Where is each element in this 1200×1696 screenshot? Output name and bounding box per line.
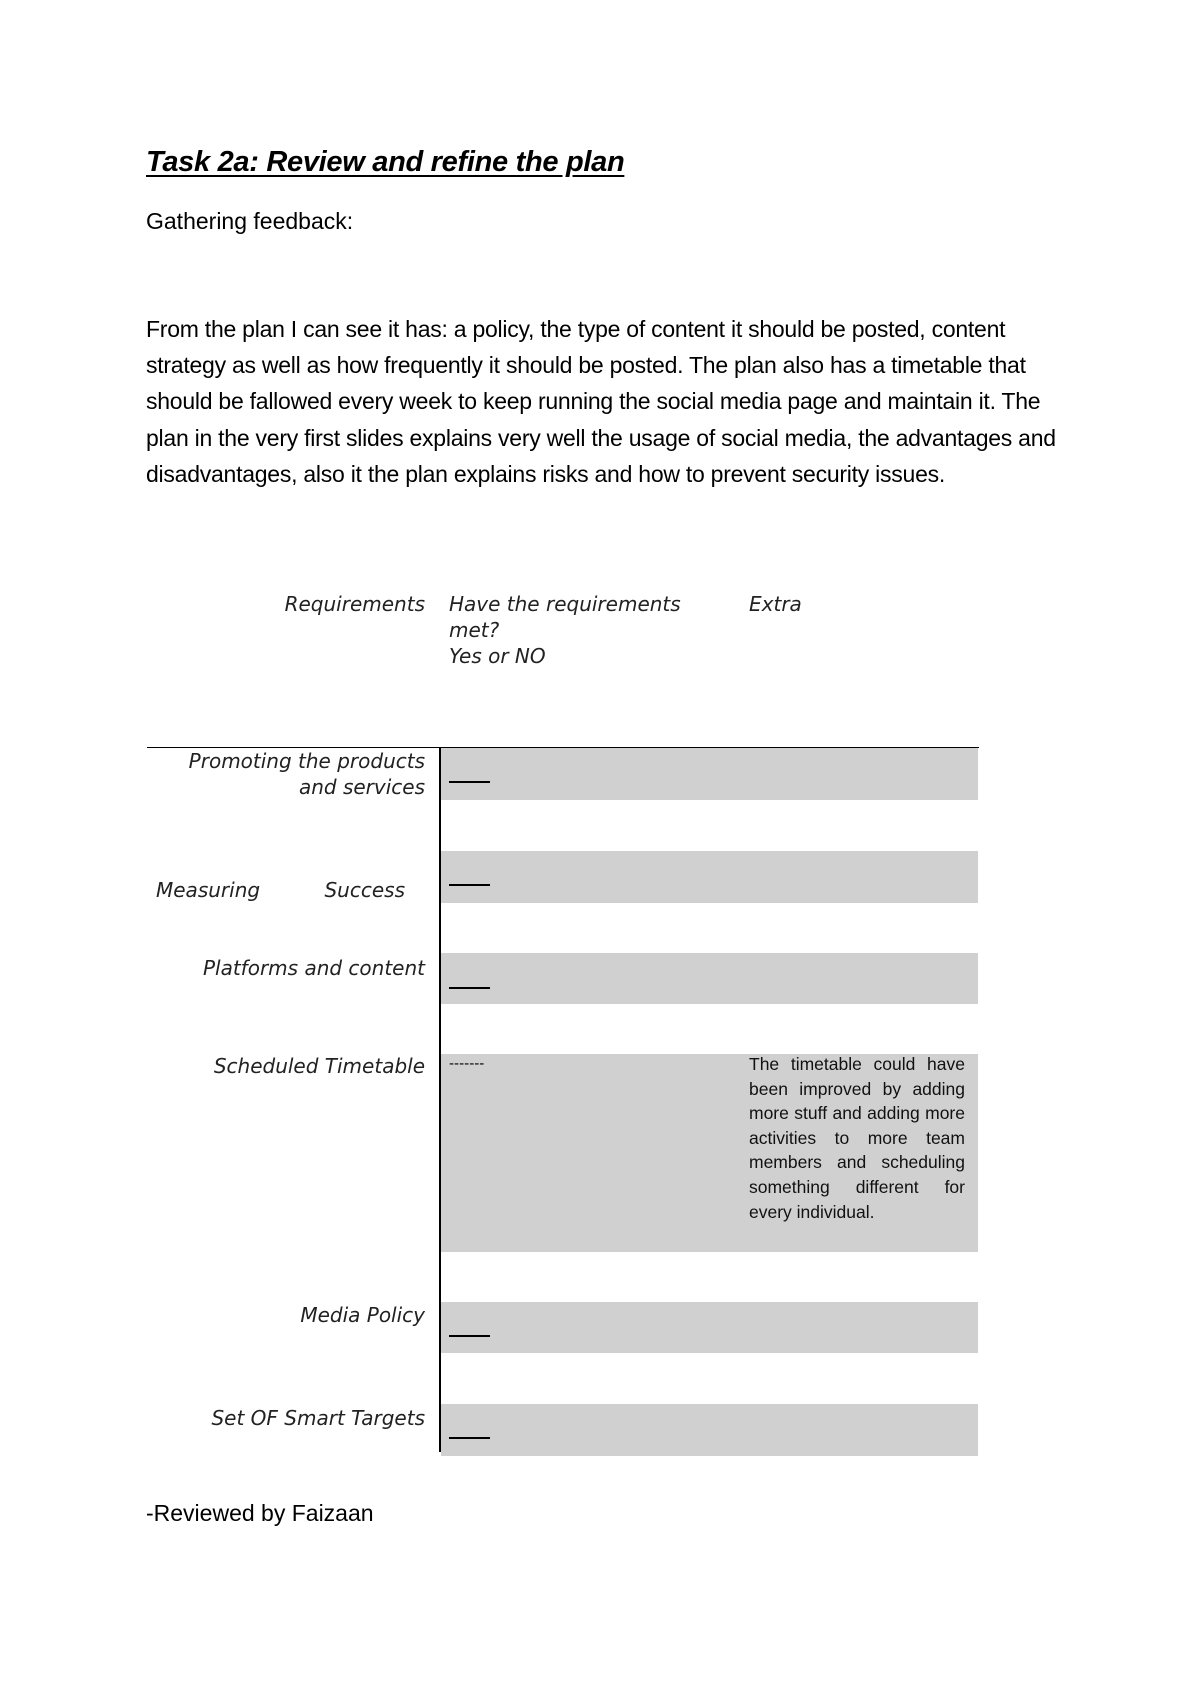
row-shade-platforms <box>441 953 978 1004</box>
row-label-line2: and services <box>298 775 425 799</box>
row-shade-smart-targets <box>441 1404 978 1456</box>
table-row-label: Media Policy <box>300 1303 425 1327</box>
table-column-divider <box>439 747 441 1452</box>
table-row-label: Platforms and content <box>202 956 425 980</box>
row-label-line1: Promoting the products <box>188 749 425 773</box>
answer-line <box>449 987 490 989</box>
header-extra: Extra <box>749 592 802 616</box>
header-requirements-met <box>449 591 729 669</box>
table-row-label: Scheduled Timetable <box>213 1054 425 1078</box>
timetable-extra-note: The timetable could have been improved by adding more stuff and adding more activities to more team members and scheduling something different for every individual. <box>749 1054 965 1222</box>
header-met-line2: met? <box>449 618 500 642</box>
row-shade-promoting <box>441 748 978 800</box>
row-shade-measuring <box>441 851 978 903</box>
header-requirements: Requirements <box>284 592 425 616</box>
reviewer-signature: -Reviewed by Faizaan <box>146 1500 374 1526</box>
header-met-line3: Yes or NO <box>449 644 546 668</box>
answer-line <box>449 1437 490 1439</box>
timetable-met-value: ------- <box>449 1056 485 1072</box>
header-met-line1: Have the requirements <box>449 592 681 616</box>
answer-line <box>449 1335 490 1337</box>
answer-line <box>449 781 490 783</box>
row-label-part1: Measuring <box>156 878 261 902</box>
page-title: Task 2a: Review and refine the plan <box>146 146 625 178</box>
table-row-label <box>150 748 425 800</box>
feedback-paragraph: From the plan I can see it has: a policy, the type of content it should be posted, content strategy as well as how frequently it should be posted. The plan also has a timetable that should be fallowed every week to keep running the social media page and maintain it. The plan in the very first slides explains very well the usage of social media, the advantages and disadvantages, also it the plan explains risks and how to prevent security issues. <box>146 316 1056 487</box>
table-row-label <box>150 877 425 903</box>
row-label-part2: Success <box>324 878 405 902</box>
row-shade-media-policy <box>441 1302 978 1353</box>
section-subtitle: Gathering feedback: <box>146 208 354 234</box>
table-row-label: Set OF Smart Targets <box>211 1406 425 1430</box>
answer-line <box>449 884 490 886</box>
